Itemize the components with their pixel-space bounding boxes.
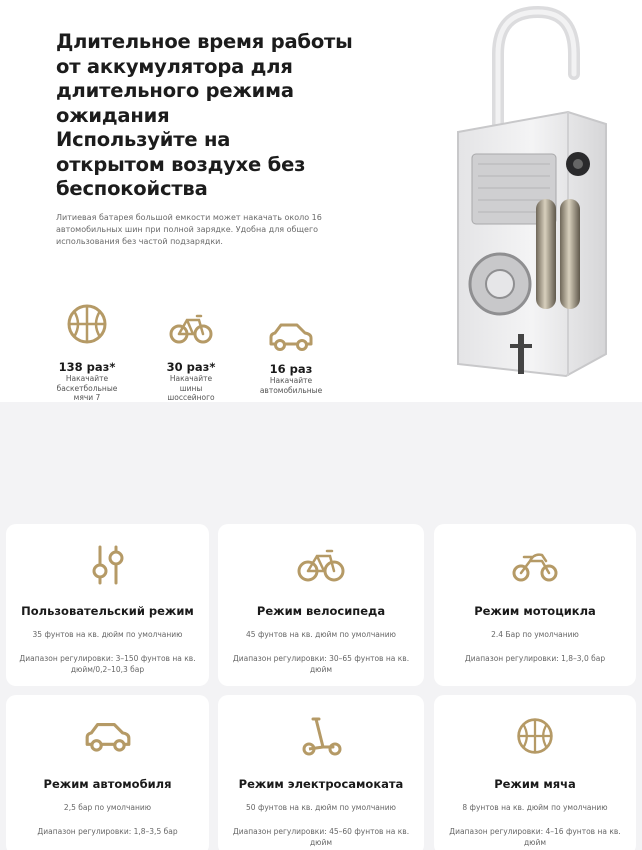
mode-title: Режим велосипеда	[256, 604, 386, 618]
bicycle-icon	[169, 312, 213, 346]
stat-label-line: шоссейного	[167, 393, 215, 402]
mode-default: 8 фунтов на кв. дюйм по умолчанию	[462, 803, 608, 812]
sliders-icon	[90, 545, 126, 585]
mode-title: Режим мотоцикла	[474, 604, 596, 618]
scooter-icon	[299, 715, 343, 757]
stat-label-line: баскетбольные	[56, 383, 118, 393]
hero-description: Литиевая батарея большой емкости может накачать около 16 автомобильных шин при полной зарядке. Удобна для общего использования без частой подзарядки.	[56, 213, 322, 246]
mode-card-ball[interactable]	[434, 695, 636, 850]
motorcycle-icon	[510, 547, 560, 583]
stat-count: 16 раз	[269, 362, 313, 376]
mode-range: Диапазон регулировки: 30–65 фунтов на кв. дюйм	[232, 654, 410, 674]
stat-count: 138 раз*	[58, 360, 116, 374]
mode-card-scooter[interactable]	[218, 695, 424, 850]
mode-range: Диапазон регулировки: 1,8–3,5 бар	[37, 827, 178, 836]
mode-card-car[interactable]	[6, 695, 209, 850]
headline-line: от аккумулятора для	[56, 54, 293, 78]
mode-card-bicycle[interactable]	[218, 524, 424, 686]
headline-line: открытом воздухе без	[56, 152, 306, 176]
stat-label-line: автомобильные	[259, 385, 323, 395]
basketball-icon	[65, 302, 109, 346]
stat-label-line: Накачайте	[65, 374, 109, 383]
mode-title: Режим мяча	[494, 777, 576, 791]
mode-default: 2.4 Бар по умолчанию	[491, 630, 579, 639]
bicycle-icon	[297, 547, 345, 583]
mode-title: Режим электросамоката	[238, 777, 404, 791]
stat-label-line: Накачайте	[169, 374, 213, 383]
mode-range: Диапазон регулировки: 3–150 фунтов на кв. дюйм/0,2–10,3 бар	[19, 654, 196, 674]
stat-count: 30 раз*	[166, 360, 216, 374]
mode-default: 35 фунтов на кв. дюйм по умолчанию	[32, 630, 183, 639]
headline-line: беспокойства	[56, 177, 208, 200]
hero-section	[0, 0, 642, 402]
stat-bicycle	[146, 312, 236, 403]
mode-card-motorcycle[interactable]	[434, 524, 636, 686]
mode-default: 45 фунтов на кв. дюйм по умолчанию	[246, 630, 396, 639]
stat-car	[246, 320, 336, 395]
mode-range: Диапазон регулировки: 4–16 фунтов на кв. дюйм	[449, 827, 621, 847]
stat-label-line: шины	[179, 383, 203, 393]
stat-label-line: мячи 7	[73, 393, 101, 402]
mode-range: Диапазон регулировки: 45–60 фунтов на кв. дюйм	[232, 827, 410, 847]
stat-label-line: Накачайте	[269, 376, 313, 385]
mode-default: 2,5 бар по умолчанию	[63, 803, 152, 812]
mode-range: Диапазон регулировки: 1,8–3,0 бар	[464, 654, 606, 663]
basketball-icon	[515, 716, 555, 756]
headline-line: длительного режима	[56, 79, 294, 102]
headline-line: ожидания	[56, 103, 170, 127]
hero-headline	[56, 30, 356, 202]
car-icon	[83, 719, 133, 753]
car-icon	[267, 320, 315, 352]
stat-basketball	[42, 302, 132, 403]
headline-line: Длительное время работы	[56, 30, 353, 53]
mode-title: Пользовательский режим	[21, 604, 194, 618]
mode-card-custom[interactable]	[6, 524, 209, 686]
mode-title: Режим автомобиля	[43, 777, 172, 791]
mode-default: 50 фунтов на кв. дюйм по умолчанию	[246, 803, 396, 812]
air-pump-device-image	[438, 4, 618, 394]
headline-line: Используйте на	[56, 128, 231, 151]
